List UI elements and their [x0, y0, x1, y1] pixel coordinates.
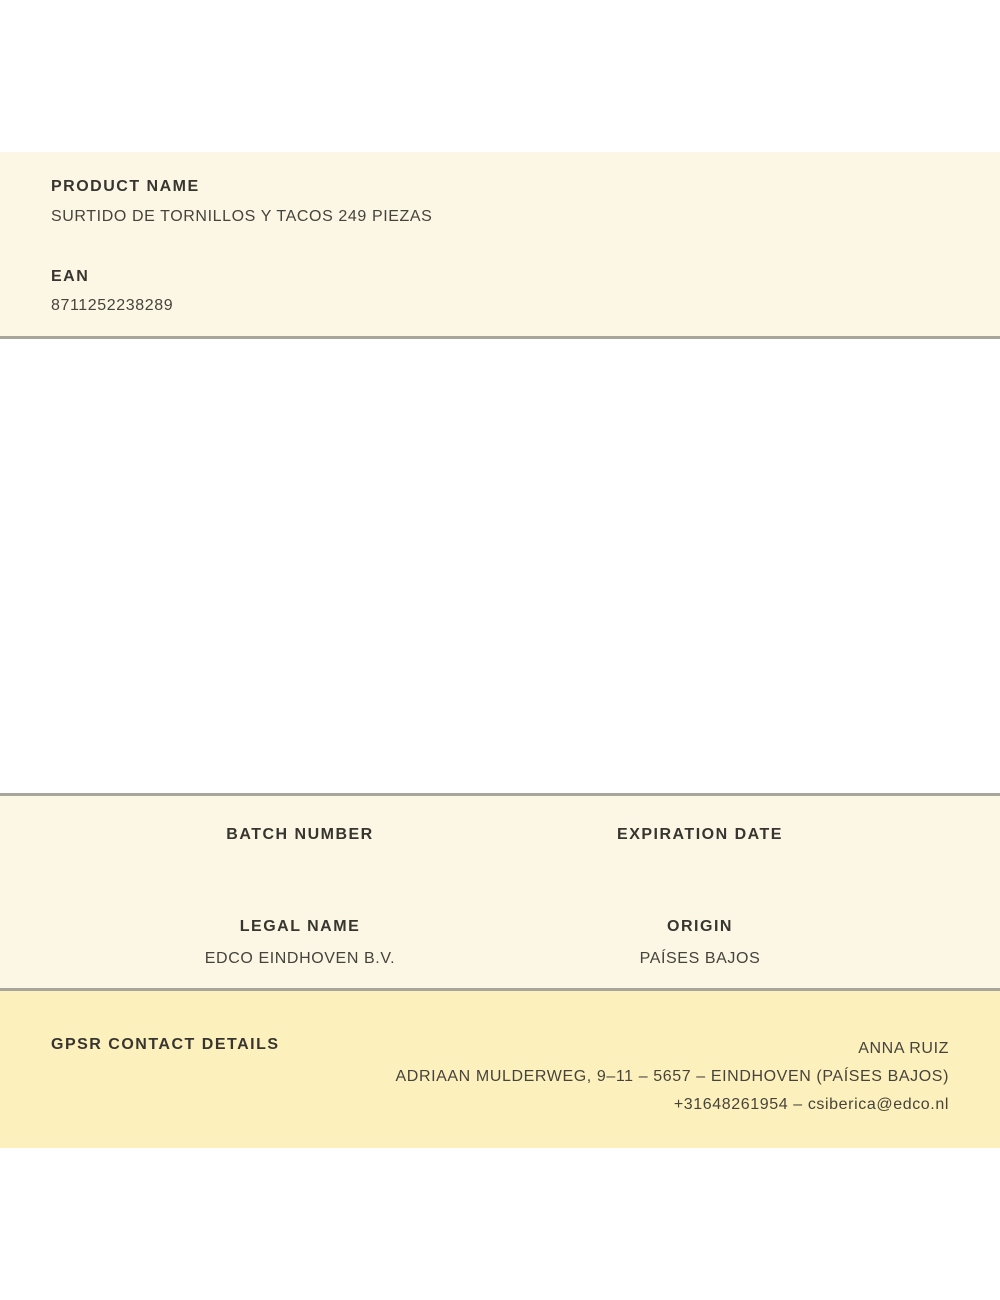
legal-name-label: LEGAL NAME: [239, 918, 361, 935]
gpsr-section: [0, 991, 1000, 1148]
expiration-date-label: EXPIRATION DATE: [617, 826, 783, 843]
ean-value: 8711252238289: [51, 297, 174, 314]
origin-value: PAÍSES BAJOS: [639, 950, 761, 967]
origin-field: [500, 917, 900, 971]
gpsr-contact-phone-email: +31648261954 – csiberica@edco.nl: [673, 1096, 949, 1113]
expiration-date-value: [500, 857, 900, 879]
expiration-date-field: [500, 825, 900, 879]
ean-label: EAN: [51, 268, 90, 285]
product-name-value: SURTIDO DE TORNILLOS Y TACOS 249 PIEZAS: [51, 208, 433, 225]
details-grid: [100, 825, 900, 971]
legal-name-field: [100, 917, 500, 971]
batch-number-value: [100, 857, 500, 879]
gpsr-contact-details-label: GPSR CONTACT DETAILS: [51, 1036, 280, 1053]
product-name-label: PRODUCT NAME: [51, 178, 200, 195]
origin-label: ORIGIN: [667, 918, 733, 935]
gpsr-contact-block: [280, 1035, 949, 1119]
gpsr-contact-name: ANNA RUIZ: [858, 1040, 949, 1057]
product-section: [0, 152, 1000, 339]
gpsr-contact-address: ADRIAAN MULDERWEG, 9–11 – 5657 – EINDHOVEN (PAÍSES BAJOS): [395, 1068, 949, 1085]
legal-name-value: EDCO EINDHOVEN B.V.: [204, 950, 396, 967]
batch-number-label: BATCH NUMBER: [226, 826, 374, 843]
batch-number-field: [100, 825, 500, 879]
details-section: [0, 793, 1000, 991]
